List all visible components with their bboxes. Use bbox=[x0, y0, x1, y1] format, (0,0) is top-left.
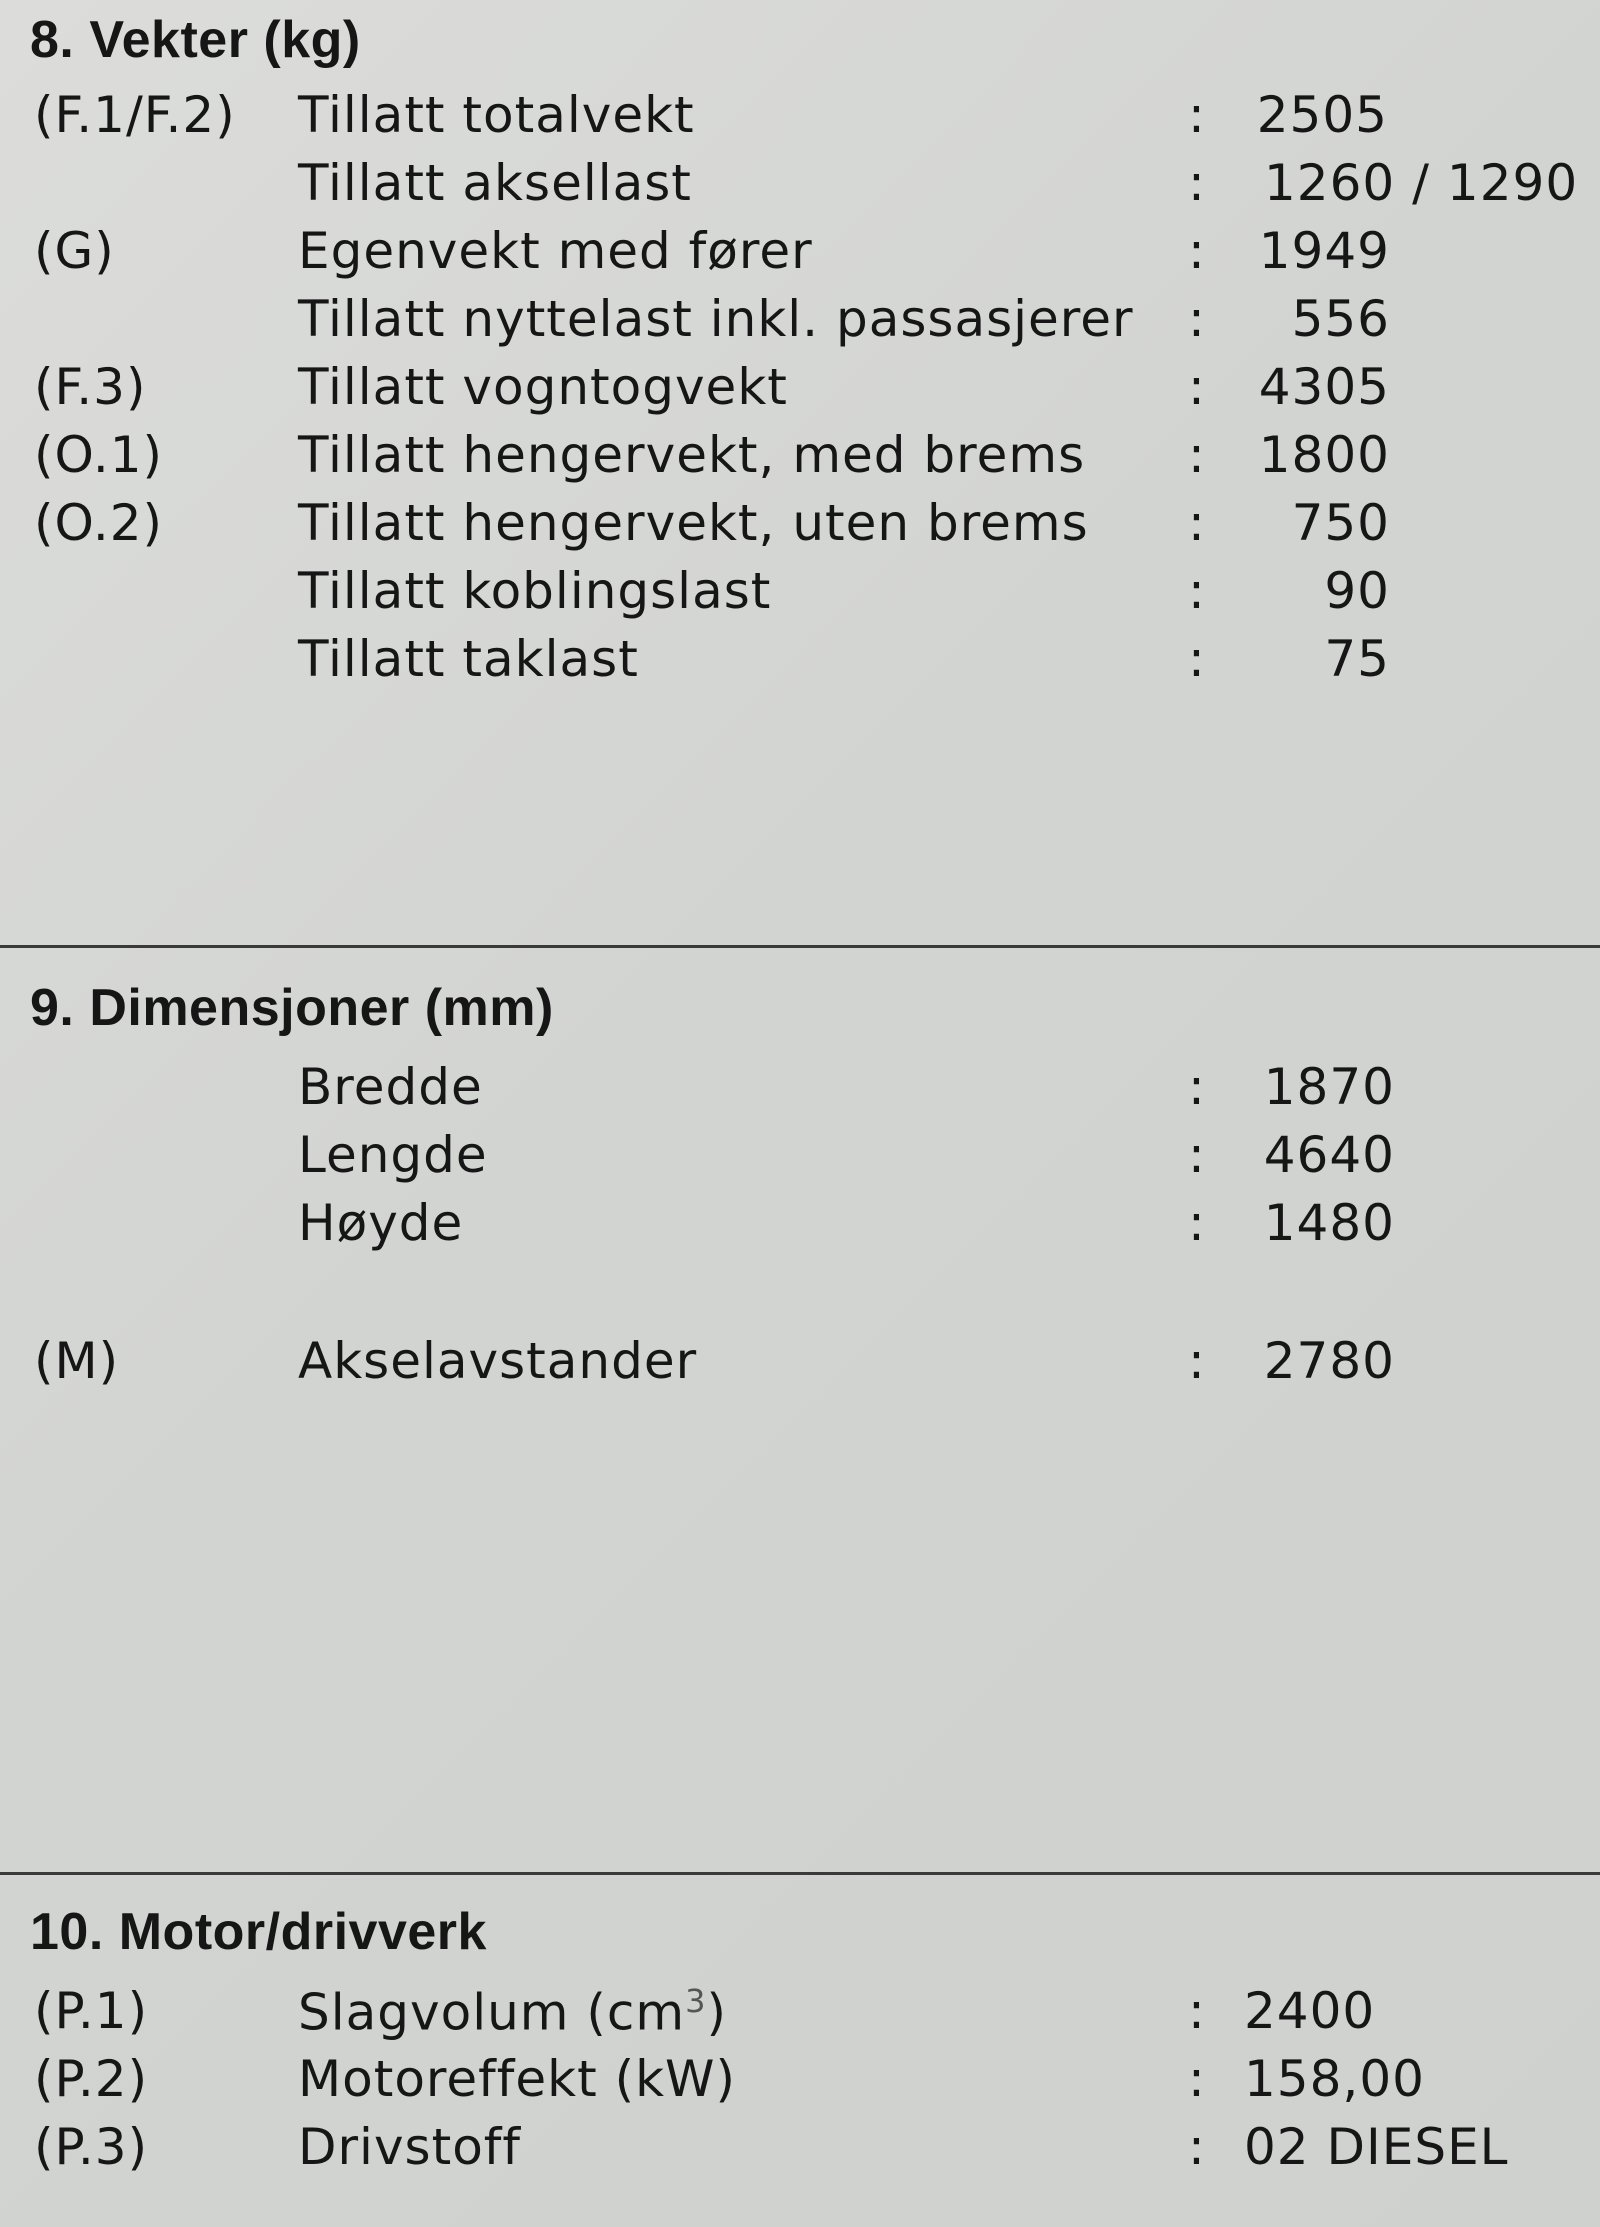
row-label: Akselavstander bbox=[298, 1332, 698, 1390]
row-value: 1800 bbox=[1258, 426, 1390, 484]
row-separator: : bbox=[1188, 494, 1205, 552]
row-label: Lengde bbox=[298, 1126, 488, 1184]
table-row bbox=[0, 1126, 1600, 1194]
row-label bbox=[298, 1982, 727, 2042]
row-separator: : bbox=[1188, 426, 1205, 484]
table-row bbox=[0, 2118, 1600, 2186]
row-separator: : bbox=[1188, 1058, 1205, 1116]
table-row bbox=[0, 494, 1600, 562]
row-separator: : bbox=[1188, 86, 1205, 144]
table-row bbox=[0, 1194, 1600, 1262]
row-code: (O.1) bbox=[34, 426, 164, 484]
row-separator: : bbox=[1188, 154, 1205, 212]
row-value: 75 bbox=[1324, 630, 1390, 688]
row-value: 1870 bbox=[1263, 1058, 1395, 1116]
table-row bbox=[0, 154, 1600, 222]
table-row bbox=[0, 358, 1600, 426]
row-label: Tillatt nyttelast inkl. passasjerer bbox=[298, 290, 1134, 348]
row-separator: : bbox=[1188, 1982, 1205, 2040]
row-code: (F.1/F.2) bbox=[34, 86, 236, 144]
row-value: 90 bbox=[1324, 562, 1390, 620]
row-separator: : bbox=[1188, 2118, 1205, 2176]
row-label: Motoreffekt (kW) bbox=[298, 2050, 736, 2108]
row-code: (F.3) bbox=[34, 358, 147, 416]
row-value: 2400 bbox=[1244, 1982, 1376, 2040]
row-separator: : bbox=[1188, 1126, 1205, 1184]
table-row bbox=[0, 1058, 1600, 1126]
row-label: Drivstoff bbox=[298, 2118, 521, 2176]
row-value: 1949 bbox=[1258, 222, 1390, 280]
table-row bbox=[0, 222, 1600, 290]
row-label-text: Slagvolum (cm bbox=[298, 1983, 686, 2042]
row-label: Tillatt koblingslast bbox=[298, 562, 772, 620]
row-separator: : bbox=[1188, 290, 1205, 348]
table-row bbox=[0, 562, 1600, 630]
section-divider bbox=[0, 945, 1600, 948]
row-code: (P.3) bbox=[34, 2118, 149, 2176]
row-label: Bredde bbox=[298, 1058, 483, 1116]
table-row bbox=[0, 630, 1600, 698]
table-row bbox=[0, 1332, 1600, 1400]
row-code: (O.2) bbox=[34, 494, 164, 552]
table-row bbox=[0, 290, 1600, 358]
row-label: Tillatt aksellast bbox=[298, 154, 692, 212]
row-value: 556 bbox=[1291, 290, 1390, 348]
section-divider bbox=[0, 1872, 1600, 1875]
row-value: 1480 bbox=[1263, 1194, 1395, 1252]
row-label: Egenvekt med fører bbox=[298, 222, 813, 280]
table-row bbox=[0, 426, 1600, 494]
table-row bbox=[0, 1982, 1600, 2050]
row-separator: : bbox=[1188, 222, 1205, 280]
row-label-end: ) bbox=[706, 1983, 727, 2042]
row-separator: : bbox=[1188, 1194, 1205, 1252]
row-label-superscript: 3 bbox=[685, 1982, 707, 2020]
row-code: (M) bbox=[34, 1332, 120, 1390]
row-separator: : bbox=[1188, 1332, 1205, 1390]
row-label: Tillatt totalvekt bbox=[298, 86, 695, 144]
row-code: (P.2) bbox=[34, 2050, 149, 2108]
row-value: 750 bbox=[1291, 494, 1390, 552]
row-label: Tillatt vogntogvekt bbox=[298, 358, 788, 416]
row-value: 2780 bbox=[1263, 1332, 1395, 1390]
row-label: Tillatt taklast bbox=[298, 630, 639, 688]
row-value: 02 DIESEL bbox=[1244, 2118, 1509, 2176]
section-heading-dimensjoner: 9. Dimensjoner (mm) bbox=[30, 979, 554, 1037]
row-value: 4305 bbox=[1258, 358, 1390, 416]
row-label: Høyde bbox=[298, 1194, 464, 1252]
row-separator: : bbox=[1188, 562, 1205, 620]
section-heading-motor: 10. Motor/drivverk bbox=[30, 1903, 487, 1961]
row-separator: : bbox=[1188, 358, 1205, 416]
table-row bbox=[0, 86, 1600, 154]
section-heading-vekter: 8. Vekter (kg) bbox=[30, 11, 361, 69]
row-code: (P.1) bbox=[34, 1982, 149, 2040]
row-separator: : bbox=[1188, 2050, 1205, 2108]
row-value: 4640 bbox=[1263, 1126, 1395, 1184]
row-value: 2505 bbox=[1256, 86, 1388, 144]
row-label: Tillatt hengervekt, med brems bbox=[298, 426, 1086, 484]
row-value: 158,00 bbox=[1244, 2050, 1425, 2108]
row-separator: : bbox=[1188, 630, 1205, 688]
row-label: Tillatt hengervekt, uten brems bbox=[298, 494, 1089, 552]
row-code: (G) bbox=[34, 222, 115, 280]
row-value: 1260 / 1290 bbox=[1264, 154, 1579, 212]
table-row bbox=[0, 2050, 1600, 2118]
